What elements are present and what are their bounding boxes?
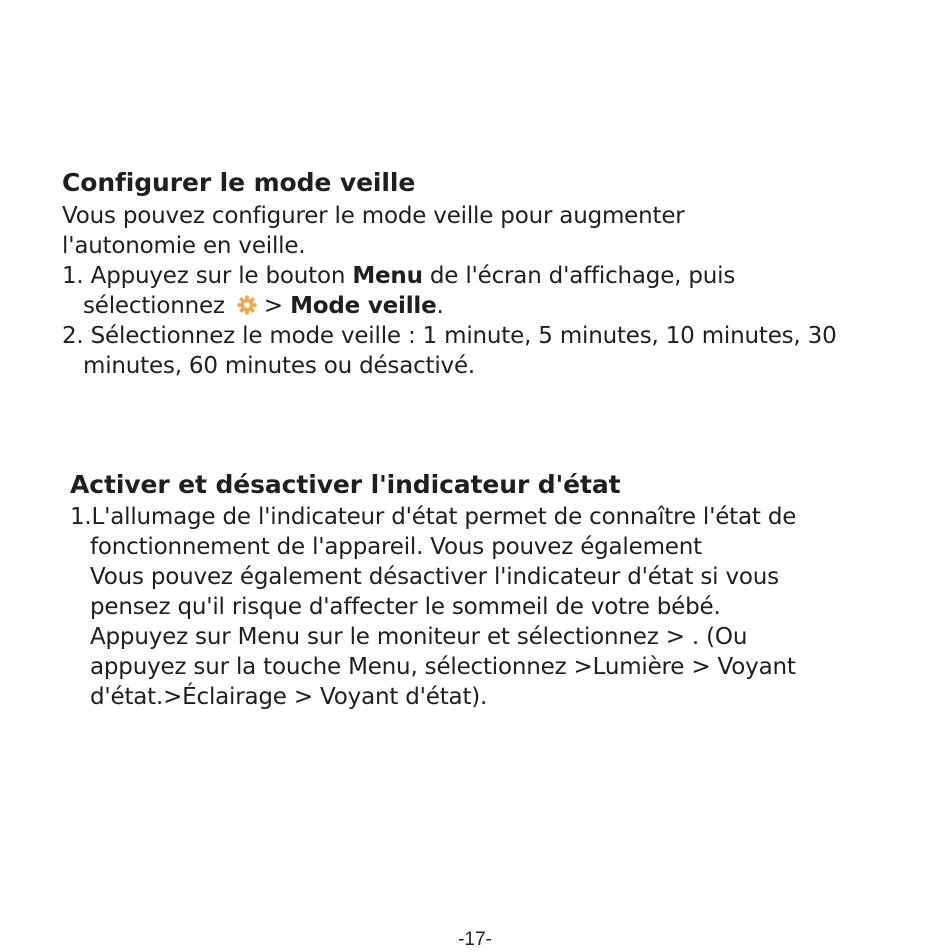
- step-1-line-2: [83, 291, 444, 321]
- step-1-end-punctuation: .: [436, 293, 444, 319]
- step-2-line-2: minutes, 60 minutes ou désactivé.: [83, 353, 476, 379]
- intro-text-line-2: l'autonomie en veille.: [62, 233, 306, 259]
- section-title-status-indicator: Activer et désactiver l'indicateur d'état: [70, 470, 621, 499]
- step-1-line-1: [62, 261, 735, 291]
- indicator-text-line-5: Appuyez sur Menu sur le moniteur et sélectionnez > . (Ou: [90, 624, 748, 650]
- indicator-text-line-4: pensez qu'il risque d'affecter le sommeil de votre bébé.: [90, 594, 721, 620]
- intro-text-line-1: Vous pouvez configurer le mode veille pour augmenter: [62, 203, 685, 229]
- breadcrumb-separator: >: [263, 293, 291, 319]
- menu-button-label: Menu: [352, 263, 423, 289]
- indicator-text-line-7: d'état.>Éclairage > Voyant d'état).: [90, 684, 488, 710]
- sleep-mode-label: Mode veille: [290, 293, 437, 319]
- indicator-text-line-6: appuyez sur la touche Menu, sélectionnez >Lumière > Voyant: [90, 654, 796, 680]
- indicator-text-line-2: fonctionnement de l'appareil. Vous pouvez également: [90, 534, 702, 560]
- step-1-select-text: sélectionnez: [83, 293, 225, 319]
- indicator-text-line-1: 1.L'allumage de l'indicateur d'état permet de connaître l'état de: [70, 504, 797, 530]
- page-number: -17-: [458, 929, 492, 950]
- indicator-text-line-3: Vous pouvez également désactiver l'indicateur d'état si vous: [90, 564, 779, 590]
- section-title-sleep-mode: Configurer le mode veille: [62, 168, 416, 197]
- settings-gear-icon: [236, 294, 258, 316]
- step-2-line-1: 2. Sélectionnez le mode veille : 1 minute, 5 minutes, 10 minutes, 30: [62, 323, 837, 349]
- step-1-text-suffix: de l'écran d'affichage, puis: [422, 263, 736, 289]
- step-1-text-prefix: 1. Appuyez sur le bouton: [62, 263, 353, 289]
